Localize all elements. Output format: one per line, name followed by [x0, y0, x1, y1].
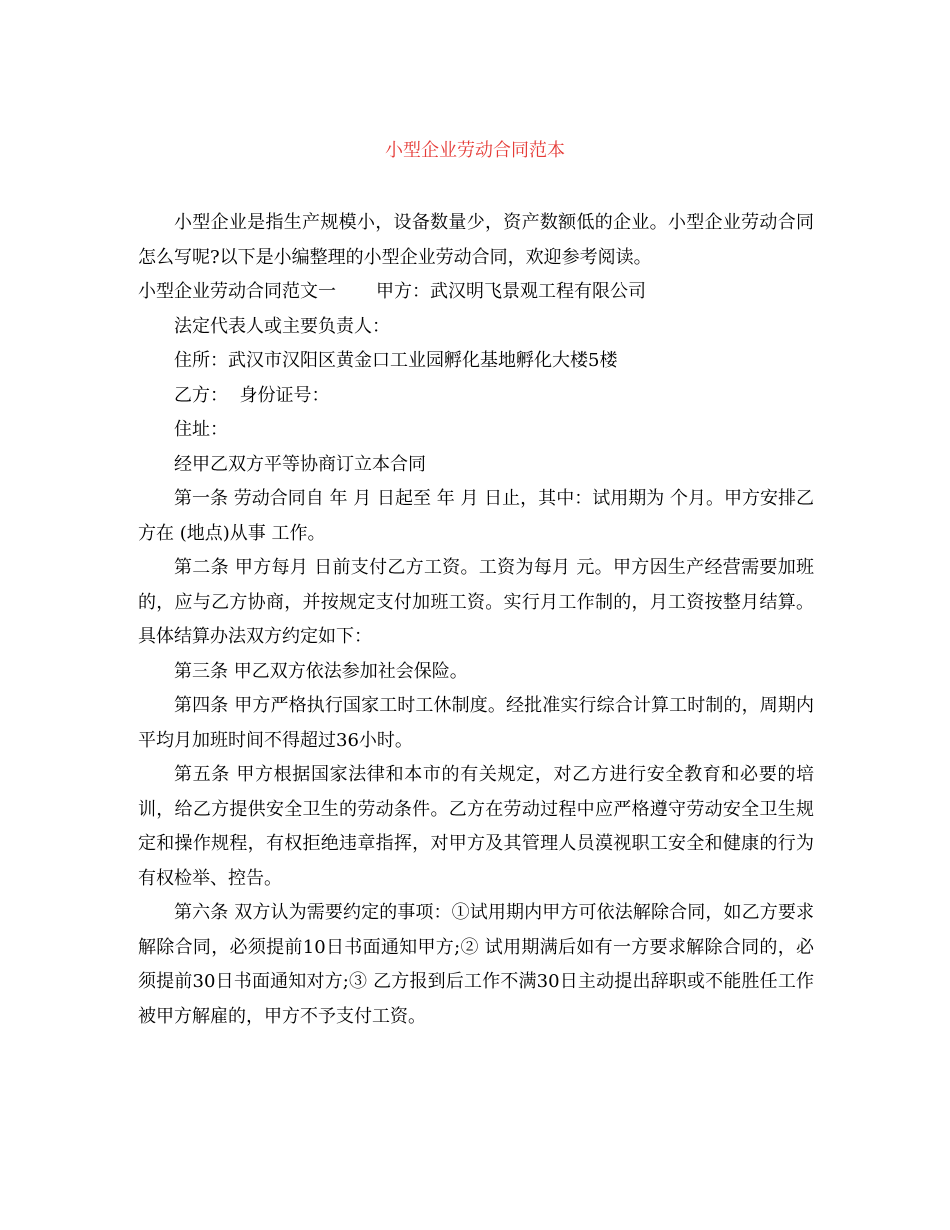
paragraph-address-a: 住所：武汉市汉阳区黄金口工业园孵化基地孵化大楼5楼 — [174, 350, 618, 371]
article-6: 第六条 双方认为需要约定的事项：①试用期内甲方可依法解除合同，如乙方要求解除合同，必须提前10日书面通知甲方;② 试用期满后如有一方要求解除合同的，必须提前30日书面通知对方;③ 乙方报到后工作不满30日主动提出辞职或不能胜任工作被甲方解雇的，甲方不予支付工资。 — [138, 902, 814, 1027]
paragraph-heading — [138, 275, 814, 310]
article-2: 第二条 甲方每月 日前支付乙方工资。工资为每月 元。甲方因生产经营需要加班的，应与乙方协商，并按规定支付加班工资。实行月工作制的，月工资按整月结算。具体结算办法双方约定如下： — [138, 557, 814, 647]
paragraph-intro: 小型企业是指生产规模小，设备数量少，资产数额低的企业。小型企业劳动合同怎么写呢?以下是小编整理的小型企业劳动合同，欢迎参考阅读。 — [138, 212, 814, 268]
paragraph-agreement: 经甲乙双方平等协商订立本合同 — [174, 453, 426, 475]
paragraph-party-b: 乙方： 身份证号： — [174, 384, 330, 406]
document-title: 小型企业劳动合同范本 — [385, 140, 565, 161]
article-1: 第一条 劳动合同自 年 月 日起至 年 月 日止，其中：试用期为 个月。甲方安排乙方在 (地点)从事 工作。 — [138, 488, 814, 544]
heading-sample-label: 小型企业劳动合同范文一 — [138, 281, 336, 302]
article-4: 第四条 甲方严格执行国家工时工休制度。经批准实行综合计算工时制的，周期内平均月加班时间不得超过36小时。 — [138, 695, 814, 751]
paragraph-address-b: 住址： — [174, 419, 228, 440]
paragraph-representative: 法定代表人或主要负责人： — [174, 315, 390, 337]
article-3: 第三条 甲乙双方依法参加社会保险。 — [174, 660, 468, 682]
article-5: 第五条 甲方根据国家法律和本市的有关规定，对乙方进行安全教育和必要的培训，给乙方提供安全卫生的劳动条件。乙方在劳动过程中应严格遵守劳动安全卫生规定和操作规程，有权拒绝违章指挥，对甲方及其管理人员漠视职工安全和健康的行为有权检举、控告。 — [138, 764, 814, 889]
party-a-label: 甲方：武汉明飞景观工程有限公司 — [376, 281, 646, 302]
document-body — [138, 206, 814, 1034]
